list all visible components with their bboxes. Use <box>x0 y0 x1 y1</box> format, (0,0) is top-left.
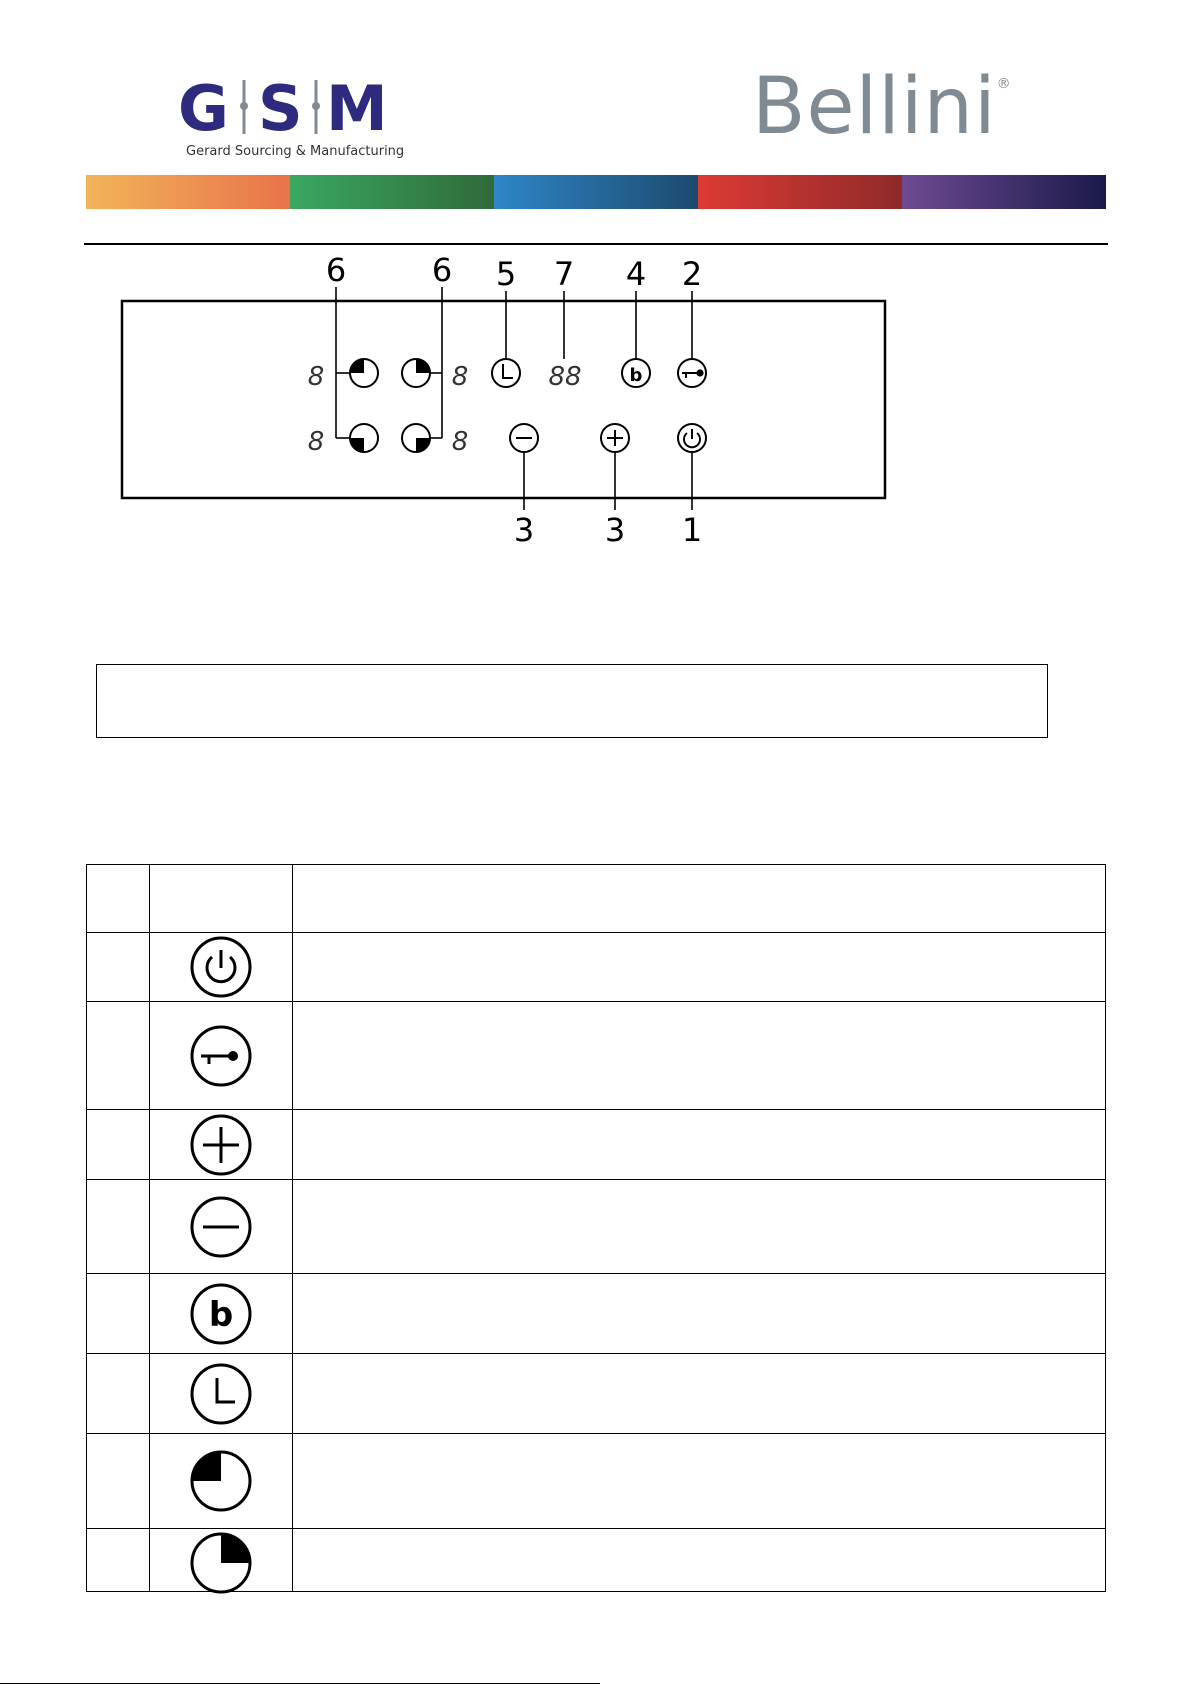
row-num-cell <box>87 1354 150 1434</box>
header-num-cell <box>87 865 150 933</box>
zone-top-left-icon <box>189 1449 253 1513</box>
row-description-cell <box>293 1274 1106 1354</box>
row-description-cell <box>293 1110 1106 1180</box>
key-lock-icon[interactable] <box>678 359 706 387</box>
row-symbol-cell <box>150 1274 293 1354</box>
row-symbol-cell <box>150 1434 293 1529</box>
row-num-cell <box>87 1529 150 1592</box>
minus-icon[interactable] <box>510 424 538 452</box>
callout-7: 7 <box>553 255 575 293</box>
row-symbol-cell <box>150 1180 293 1274</box>
row-symbol-cell <box>150 1002 293 1110</box>
table-header-row <box>87 865 1106 933</box>
row-description-cell <box>293 1354 1106 1434</box>
row-num-cell <box>87 1434 150 1529</box>
minus-icon <box>189 1195 253 1259</box>
gsm-logo-mark <box>178 72 408 145</box>
table-row <box>87 1529 1106 1592</box>
zone-top-right-icon <box>189 1531 253 1591</box>
table-row <box>87 1354 1106 1434</box>
gsm-tagline: Gerard Sourcing & Manufacturing <box>186 144 405 159</box>
timer-icon[interactable] <box>492 359 520 387</box>
key-lock-icon <box>189 1024 253 1088</box>
gsm-logo <box>178 72 408 167</box>
row-description-cell <box>293 1529 1106 1592</box>
zone-top-left-icon[interactable] <box>350 359 378 387</box>
table-row <box>87 1002 1106 1110</box>
bellini-logo-text: Bellini <box>752 62 997 152</box>
zone-top-right-icon[interactable] <box>402 359 430 387</box>
plus-icon <box>189 1113 253 1177</box>
boost-icon[interactable] <box>622 359 650 387</box>
row-symbol-cell <box>150 1354 293 1434</box>
note-box <box>96 664 1048 738</box>
zone-display-bottom-left: 8 <box>307 427 325 457</box>
row-description-cell <box>293 1180 1106 1274</box>
callout-4: 4 <box>625 255 647 293</box>
header-description-cell <box>293 865 1106 933</box>
callout-3a: 3 <box>513 511 535 549</box>
footer-rule <box>0 1683 600 1684</box>
callout-6b: 6 <box>431 251 453 289</box>
color-band-green <box>290 175 494 209</box>
table-row <box>87 1274 1106 1354</box>
row-num-cell <box>87 1180 150 1274</box>
zone-display-bottom-right: 8 <box>451 427 469 457</box>
row-symbol-cell <box>150 1529 293 1592</box>
row-symbol-cell <box>150 933 293 1002</box>
svg-text:M: M <box>326 72 388 145</box>
boost-icon <box>189 1282 253 1346</box>
row-num-cell <box>87 1110 150 1180</box>
leader-lines-bottom <box>524 452 692 510</box>
bellini-logo <box>752 62 1012 152</box>
row-symbol-cell <box>150 1110 293 1180</box>
callout-2: 2 <box>681 255 703 293</box>
key-table-grid <box>86 864 1106 1592</box>
svg-text:b: b <box>629 365 643 386</box>
power-icon <box>189 935 253 999</box>
control-panel-svg <box>116 251 896 555</box>
row-description-cell <box>293 1002 1106 1110</box>
color-band-blue <box>494 175 698 209</box>
row-num-cell <box>87 933 150 1002</box>
svg-text:G: G <box>178 72 229 145</box>
callout-3b: 3 <box>604 511 626 549</box>
color-band-orange <box>86 175 290 209</box>
control-panel-diagram <box>116 251 896 555</box>
callout-1: 1 <box>681 511 703 549</box>
table-row <box>87 1180 1106 1274</box>
row-num-cell <box>87 1002 150 1110</box>
registered-mark: ® <box>996 76 1012 92</box>
callout-5: 5 <box>495 255 517 293</box>
table-row <box>87 1434 1106 1529</box>
timer-display: 88 <box>548 362 582 392</box>
zone-bottom-left-icon[interactable] <box>350 424 378 452</box>
panel-outline <box>122 301 885 498</box>
timer-icon <box>189 1362 253 1426</box>
row-num-cell <box>87 1274 150 1354</box>
svg-text:b: b <box>208 1294 234 1335</box>
table-row <box>87 1110 1106 1180</box>
color-band-purple <box>902 175 1106 209</box>
color-band-red <box>698 175 902 209</box>
key-table <box>86 864 1106 1594</box>
zone-display-top-right: 8 <box>451 362 469 392</box>
header-rule <box>84 243 1108 245</box>
row-description-cell <box>293 933 1106 1002</box>
svg-text:S: S <box>258 72 303 145</box>
zone-display-top-left: 8 <box>307 362 325 392</box>
zone-bottom-right-icon[interactable] <box>402 424 430 452</box>
power-icon[interactable] <box>678 424 706 452</box>
callout-6a: 6 <box>325 251 347 289</box>
header-symbol-cell <box>150 865 293 933</box>
color-band-strip <box>86 175 1106 209</box>
table-row <box>87 933 1106 1002</box>
plus-icon[interactable] <box>601 424 629 452</box>
row-description-cell <box>293 1434 1106 1529</box>
